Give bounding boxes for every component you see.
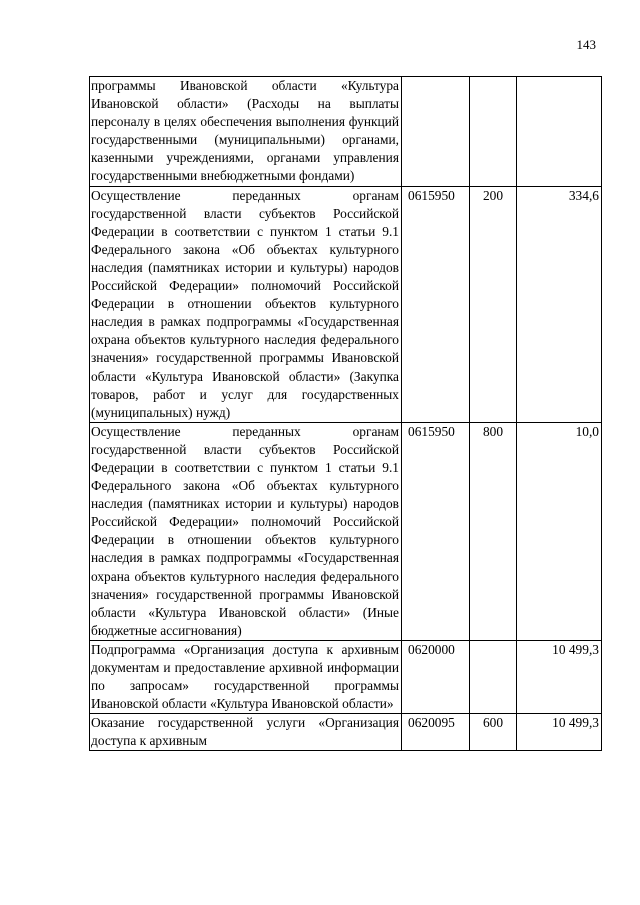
row-sum <box>517 77 602 187</box>
row-sum: 10 499,3 <box>517 714 602 751</box>
row-sum: 10,0 <box>517 422 602 640</box>
row-expense-type <box>470 77 517 187</box>
budget-table <box>89 76 602 751</box>
row-code: 0615950 <box>402 186 470 422</box>
table-row <box>90 640 602 713</box>
table-row <box>90 186 602 422</box>
row-name: программы Ивановской области «Культура Ивановской области» (Расходы на выплаты персоналу в целях обеспечения выполнения функций государственными (муниципальными) органами, казенными учреждениями, органами управления государственными внебюджетными фондами) <box>90 77 402 187</box>
table-row <box>90 422 602 640</box>
row-code: 0620000 <box>402 640 470 713</box>
row-name: Подпрограмма «Организация доступа к архивным документам и предоставление архивной информации по запросам» государственной программы Ивановской области «Культура Ивановской области» <box>90 640 402 713</box>
page-number: 143 <box>576 37 596 52</box>
row-code: 0620095 <box>402 714 470 751</box>
row-sum: 334,6 <box>517 186 602 422</box>
row-expense-type: 800 <box>470 422 517 640</box>
row-sum: 10 499,3 <box>517 640 602 713</box>
table-row <box>90 77 602 187</box>
row-expense-type <box>470 640 517 713</box>
row-name: Оказание государственной услуги «Организация доступа к архивным <box>90 714 402 751</box>
row-code <box>402 77 470 187</box>
row-name: Осуществление переданных органам государственной власти субъектов Российской Федерации в соответствии с пунктом 1 статьи 9.1 Федерального закона «Об объектах культурного наследия (памятниках истории и культуры) народов Российской Федерации» полномочий Российской Федерации в отношении объектов культурного наследия в рамках подпрограммы «Государственная охрана объектов культурного наследия федерального значения» государственной программы Ивановской области «Культура Ивановской области» (Закупка товаров, работ и услуг для государственных (муниципальных) нужд) <box>90 186 402 422</box>
row-name: Осуществление переданных органам государственной власти субъектов Российской Федерации в соответствии с пунктом 1 статьи 9.1 Федерального закона «Об объектах культурного наследия (памятниках истории и культуры) народов Российской Федерации» полномочий Российской Федерации в отношении объектов культурного наследия в рамках подпрограммы «Государственная охрана объектов культурного наследия федерального значения» государственной программы Ивановской области «Культура Ивановской области» (Иные бюджетные ассигнования) <box>90 422 402 640</box>
table-row <box>90 714 602 751</box>
row-code: 0615950 <box>402 422 470 640</box>
row-expense-type: 600 <box>470 714 517 751</box>
row-expense-type: 200 <box>470 186 517 422</box>
